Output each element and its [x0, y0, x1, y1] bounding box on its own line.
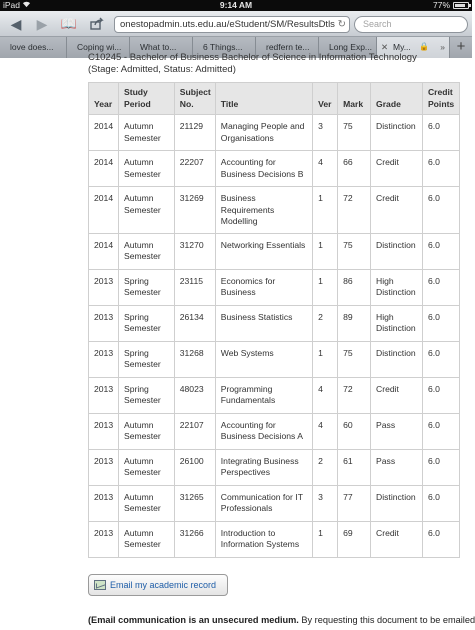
tab-label: redfern te... [266, 42, 310, 52]
cell-mark: 60 [338, 413, 371, 449]
cell-subject-no: 22207 [174, 151, 215, 187]
cell-credit-points: 6.0 [422, 413, 459, 449]
cell-grade: Pass [371, 449, 423, 485]
cell-mark: 86 [338, 269, 371, 305]
cell-title: Accounting for Business Decisions B [215, 151, 312, 187]
tab-label: My... [393, 42, 411, 52]
search-input[interactable]: Search [354, 16, 468, 33]
cell-title: Communication for IT Professionals [215, 485, 312, 521]
cell-subject-no: 31270 [174, 233, 215, 269]
notice-text: By requesting this document to be emailed [298, 615, 475, 625]
cell-subject-no: 48023 [174, 377, 215, 413]
cell-study-period: Spring Semester [118, 305, 174, 341]
cell-grade: High Distinction [371, 305, 423, 341]
cell-subject-no: 31266 [174, 521, 215, 557]
cell-ver: 1 [313, 521, 338, 557]
cell-study-period: Autumn Semester [118, 151, 174, 187]
cell-credit-points: 6.0 [422, 449, 459, 485]
cell-year: 2013 [89, 449, 119, 485]
cell-ver: 4 [313, 151, 338, 187]
cell-credit-points: 6.0 [422, 341, 459, 377]
status-time: 9:14 AM [219, 0, 253, 10]
cell-subject-no: 23115 [174, 269, 215, 305]
cell-study-period: Autumn Semester [118, 233, 174, 269]
cell-grade: Pass [371, 413, 423, 449]
cell-year: 2013 [89, 485, 119, 521]
cell-year: 2014 [89, 151, 119, 187]
table-row [89, 115, 460, 151]
col-ver: Ver [313, 83, 338, 115]
page-content [0, 52, 475, 630]
table-row [89, 449, 460, 485]
cell-study-period: Autumn Semester [118, 413, 174, 449]
cell-grade: High Distinction [371, 269, 423, 305]
cell-year: 2013 [89, 377, 119, 413]
cell-study-period: Autumn Semester [118, 187, 174, 234]
cell-grade: Credit [371, 187, 423, 234]
cell-study-period: Autumn Semester [118, 115, 174, 151]
cell-mark: 61 [338, 449, 371, 485]
battery-icon [453, 2, 469, 9]
cell-ver: 4 [313, 377, 338, 413]
cell-mark: 77 [338, 485, 371, 521]
tab-label: Coping wi... [77, 42, 122, 52]
cell-study-period: Autumn Semester [118, 485, 174, 521]
cell-subject-no: 31268 [174, 341, 215, 377]
tab-label: love does... [10, 42, 54, 52]
cell-ver: 1 [313, 233, 338, 269]
tab-label: 6 Things... [203, 42, 243, 52]
cell-year: 2014 [89, 233, 119, 269]
url-text: onestopadmin.uts.edu.au/eStudent/SM/ResultsDtls [120, 19, 335, 30]
cell-subject-no: 22107 [174, 413, 215, 449]
cell-credit-points: 6.0 [422, 151, 459, 187]
cell-year: 2013 [89, 269, 119, 305]
cell-grade: Credit [371, 151, 423, 187]
cell-grade: Distinction [371, 115, 423, 151]
cell-title: Networking Essentials [215, 233, 312, 269]
cell-study-period: Autumn Semester [118, 449, 174, 485]
table-row [89, 187, 460, 234]
col-grade: Grade [371, 83, 423, 115]
col-title: Title [215, 83, 312, 115]
reload-icon[interactable]: ↻ [337, 19, 346, 30]
cell-credit-points: 6.0 [422, 485, 459, 521]
cell-mark: 69 [338, 521, 371, 557]
cell-subject-no: 26100 [174, 449, 215, 485]
close-tab-icon[interactable]: ✕ [381, 42, 389, 52]
cell-study-period: Spring Semester [118, 377, 174, 413]
cell-grade: Distinction [371, 485, 423, 521]
notice-bold: (Email communication is an unsecured medium. [88, 615, 299, 625]
cell-subject-no: 21129 [174, 115, 215, 151]
table-row [89, 521, 460, 557]
stage-status: (Stage: Admitted, Status: Admitted) [88, 64, 236, 75]
table-row [89, 341, 460, 377]
table-row [89, 269, 460, 305]
cell-ver: 3 [313, 485, 338, 521]
cell-year: 2013 [89, 305, 119, 341]
back-icon[interactable]: ◀ [10, 15, 22, 32]
cell-subject-no: 31265 [174, 485, 215, 521]
cell-mark: 75 [338, 341, 371, 377]
tab-label: Long Exp... [329, 42, 373, 52]
cell-year: 2013 [89, 341, 119, 377]
cell-mark: 72 [338, 377, 371, 413]
status-bar [0, 0, 472, 11]
results-table [88, 82, 460, 558]
cell-ver: 3 [313, 115, 338, 151]
cell-grade: Credit [371, 521, 423, 557]
battery-percent: 77% [432, 0, 450, 10]
table-row [89, 305, 460, 341]
cell-title: Economics for Business [215, 269, 312, 305]
cell-ver: 2 [313, 305, 338, 341]
table-row [89, 413, 460, 449]
col-subject-no: Subject No. [174, 83, 215, 115]
cell-mark: 89 [338, 305, 371, 341]
cell-credit-points: 6.0 [422, 187, 459, 234]
cell-study-period: Spring Semester [118, 269, 174, 305]
cell-title: Business Requirements Modelling [215, 187, 312, 234]
more-tabs-icon[interactable]: » [440, 42, 445, 52]
cell-title: Web Systems [215, 341, 312, 377]
bookmarks-icon[interactable]: 📖 [60, 16, 78, 31]
cell-ver: 4 [313, 413, 338, 449]
cell-credit-points: 6.0 [422, 233, 459, 269]
cell-mark: 75 [338, 233, 371, 269]
lock-icon: 🔒 [419, 42, 429, 51]
cell-credit-points: 6.0 [422, 269, 459, 305]
cell-title: Managing People and Organisations [215, 115, 312, 151]
email-notice [88, 615, 475, 625]
browser-toolbar [0, 11, 472, 37]
status-right [433, 0, 469, 11]
cell-credit-points: 6.0 [422, 377, 459, 413]
col-year: Year [89, 83, 119, 115]
table-header-row [89, 83, 460, 115]
cell-mark: 72 [338, 187, 371, 234]
cell-mark: 75 [338, 115, 371, 151]
cell-title: Integrating Business Perspectives [215, 449, 312, 485]
table-row [89, 151, 460, 187]
cell-mark: 66 [338, 151, 371, 187]
cell-title: Introduction to Information Systems [215, 521, 312, 557]
cell-title: Programming Fundamentals [215, 377, 312, 413]
cell-credit-points: 6.0 [422, 521, 459, 557]
address-bar[interactable] [114, 16, 350, 33]
cell-ver: 1 [313, 341, 338, 377]
col-study-period: Study Period [118, 83, 174, 115]
tab-love-does[interactable] [0, 37, 67, 58]
cell-year: 2014 [89, 115, 119, 151]
cell-study-period: Autumn Semester [118, 521, 174, 557]
tab-label: What to... [140, 42, 177, 52]
device-label: iPad [3, 0, 21, 10]
cell-year: 2013 [89, 413, 119, 449]
cell-title: Business Statistics [215, 305, 312, 341]
cell-ver: 1 [313, 187, 338, 234]
table-row [89, 377, 460, 413]
table-row [89, 233, 460, 269]
cell-subject-no: 26134 [174, 305, 215, 341]
cell-year: 2014 [89, 187, 119, 234]
cell-ver: 1 [313, 269, 338, 305]
email-icon [94, 580, 106, 590]
email-button-label: Email my academic record [110, 580, 217, 590]
cell-credit-points: 6.0 [422, 115, 459, 151]
course-title: C10245 - Bachelor of Business Bachelor of Science in Information Technology [88, 52, 417, 63]
table-row [89, 485, 460, 521]
cell-grade: Credit [371, 377, 423, 413]
forward-icon[interactable]: ▶ [36, 15, 48, 32]
col-mark: Mark [338, 83, 371, 115]
cell-year: 2013 [89, 521, 119, 557]
cell-ver: 2 [313, 449, 338, 485]
cell-title: Accounting for Business Decisions A [215, 413, 312, 449]
cell-grade: Distinction [371, 233, 423, 269]
email-academic-record-button[interactable] [88, 574, 228, 596]
cell-subject-no: 31269 [174, 187, 215, 234]
cell-grade: Distinction [371, 341, 423, 377]
cell-credit-points: 6.0 [422, 305, 459, 341]
new-tab-button[interactable]: + [450, 37, 472, 58]
col-credit-points: Credit Points [422, 83, 459, 115]
cell-study-period: Spring Semester [118, 341, 174, 377]
share-icon[interactable] [88, 15, 106, 33]
